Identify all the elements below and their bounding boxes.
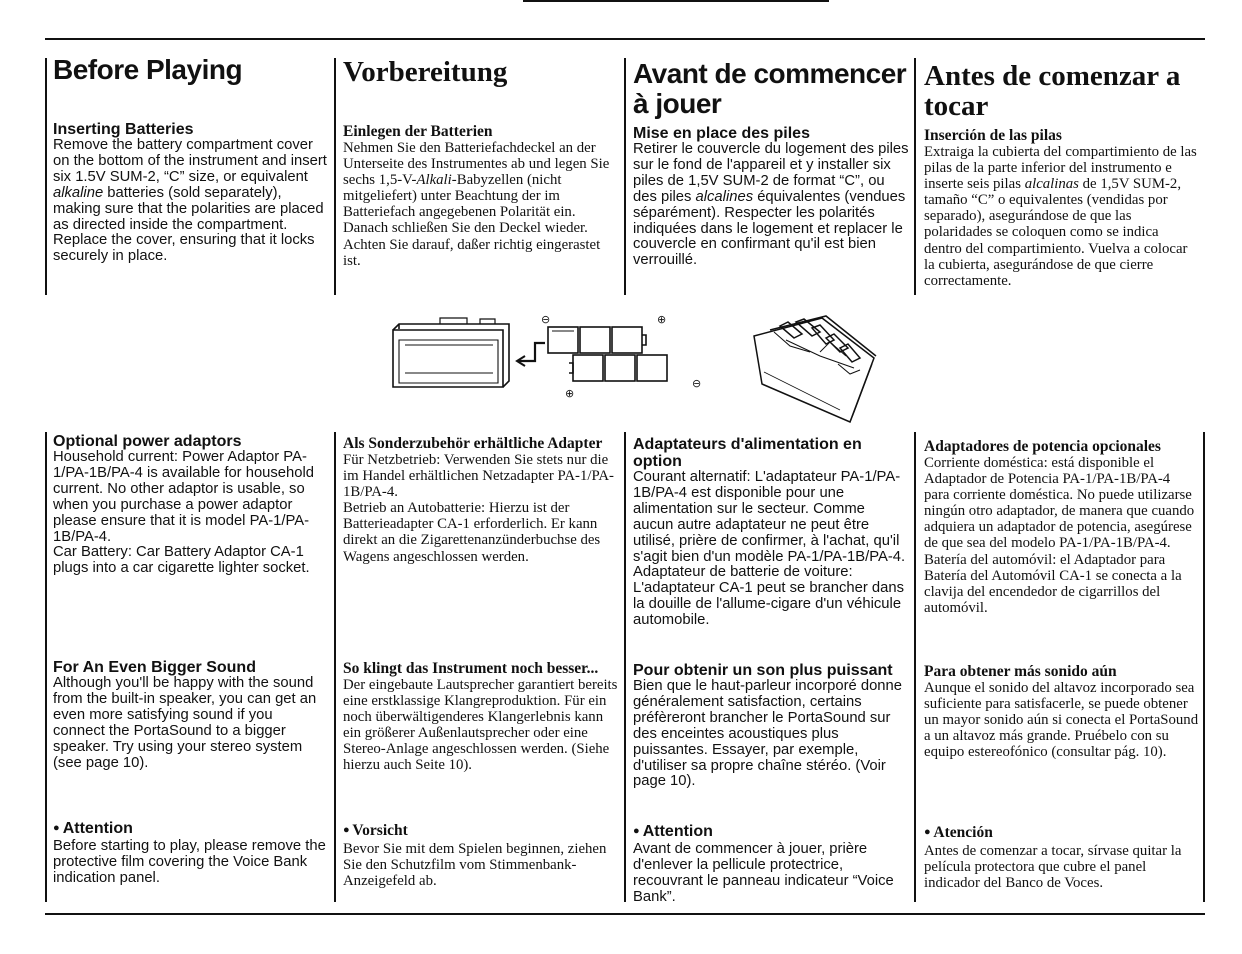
col-divider xyxy=(1203,432,1205,902)
section-body: Nehmen Sie den Batteriefachdeckel an der Unterseite des Instrumentes ab und legen Sie sechs 1,5-V-Alkali-Babyzellen (nicht mitgeliefert) unter Beachtung der im Batteriefach angegebenen Polarität ein. Danach schließen Sie den Deckel wieder. Achten Sie darauf, daßer richtig eingerastet ist. xyxy=(343,140,610,269)
minus-marker: ⊖ xyxy=(692,377,702,390)
section-heading: Einlegen der Batterien xyxy=(343,123,493,140)
section-attention xyxy=(53,820,328,887)
section-heading: Adaptadores de potencia opcionales xyxy=(924,438,1161,455)
col-divider xyxy=(334,432,336,902)
section-mise-en-place xyxy=(633,125,909,269)
plus-marker: ⊕ xyxy=(565,387,575,400)
col-divider xyxy=(45,58,47,295)
section-body: Retirer le couvercle du logement des piles sur le fond de l'appareil et y installer six piles de 1,5V SUM-2 de format “C”, ou des piles alcalines équivalentes (vendues séparément). Respecter les polarités indiquées dans le logement et replacer le couvercle en confirmant qu'il est bien verrouillé. xyxy=(633,141,909,269)
section-heading: ● Attention xyxy=(53,820,328,839)
section-insercion-pilas xyxy=(924,127,1199,289)
page-title: Antes de comenzar a tocar xyxy=(924,60,1181,122)
section-heading: Para obtener más sonido aún xyxy=(924,663,1117,680)
section-body: Der eingebaute Lautsprecher garantiert bereits eine erstklassige Klangreproduktion. Für ein noch überwältigenderes Klangerlebnis kann ein größerer Außenlautsprecher oder eine Stereo-Anlage angeschlossen werden. (Siehe hierzu auch Seite 10). xyxy=(343,677,618,774)
section-heading: ● Atención xyxy=(924,824,1199,843)
section-heading: ● Attention xyxy=(633,823,909,842)
col-divider xyxy=(914,58,916,295)
section-einlegen-batterien xyxy=(343,123,619,269)
section-body: Household current: Power Adaptor PA-1/PA-1B/PA-4 is available for household current. No other adaptor is usable, so when you purchase a power adaptor please ensure that it is model PA-1/PA-1B/PA-4. Car Battery: Car Battery Adaptor CA-1 plugs into a car cigarette lighter socket. xyxy=(53,449,315,577)
section-son-puissant xyxy=(633,662,909,790)
section-body: Bien que le haut-parleur incorporé donne généralement satisfaction, certains préfèreront brancher le PortaSound sur des enceintes acoustiques plus puissantes. Essayer, par exemple, d'utiliser sa propre chaîne stéréo. (Voir page 10). xyxy=(633,678,902,790)
section-adaptadores xyxy=(924,438,1199,616)
panel-film-illustration xyxy=(750,312,880,427)
section-body: Courant alternatif: L'adaptateur PA-1/PA-1B/PA-4 est disponible pour une alimentation sur le secteur. Comme aucun autre adaptateur ne peut être utilisé, prière de confirmer, à l'achat, qu'il s'agit bien d'un modèle PA-1/PA-1B/PA-4. Adaptateur de batterie de voiture: L'adaptateur CA-1 peut se brancher dans la douille de l'allume-cigare d'un véhicule automobile. xyxy=(633,469,906,629)
top-short-rule xyxy=(523,0,829,2)
page-title: Vorbereitung xyxy=(343,56,508,88)
col-divider xyxy=(624,432,626,902)
page-title: Avant de commencer à jouer xyxy=(633,58,907,119)
section-mas-sonido xyxy=(924,663,1199,760)
section-heading: Inserción de las pilas xyxy=(924,127,1062,144)
section-heading: Als Sonderzubehör erhältliche Adapter xyxy=(343,435,603,452)
section-body: Before starting to play, please remove the protective film covering the Voice Bank indication panel. xyxy=(53,838,326,886)
plus-marker: ⊕ xyxy=(657,315,667,326)
section-heading: For An Even Bigger Sound xyxy=(53,659,256,676)
section-body: Bevor Sie mit dem Spielen beginnen, ziehen Sie den Schutzfilm vom Stimmenbank-Anzeigefeld ab. xyxy=(343,841,607,890)
section-inserting-batteries xyxy=(53,121,328,265)
section-power-adaptors xyxy=(53,433,328,577)
section-heading: Adaptateurs d'alimentation en option xyxy=(633,436,862,470)
battery-compartment-illustration xyxy=(385,315,725,410)
section-heading: So klingt das Instrument noch besser... xyxy=(343,660,599,677)
section-body: Antes de comenzar a tocar, sírvase quitar la película protectora que cubre el panel indicador del Banco de Voces. xyxy=(924,843,1182,892)
section-body: Für Netzbetrieb: Verwenden Sie stets nur die im Handel erhältlichen Netzadapter PA-1/PA-1B/PA-4. Betrieb an Autobatterie: Hierzu ist der Batterieadapter CA-1 erforderlich. Er kann direkt an die Zigarettenanzünderbuchse des Wagens angeschlossen werden. xyxy=(343,452,614,565)
section-body: Aunque el sonido del altavoz incorporado sea suficiente para satisfacerle, se puede obtener un mayor sonido aún si conecta el PortaSound a un altavoz más grande. Pruébelo con su equipo estereofónico (consultar pág. 10). xyxy=(924,680,1199,761)
section-klang xyxy=(343,660,619,774)
section-heading: Mise en place des piles xyxy=(633,125,810,142)
section-adaptateurs xyxy=(633,436,909,629)
section-heading: ● Vorsicht xyxy=(343,822,619,841)
section-bigger-sound xyxy=(53,659,328,771)
bottom-rule xyxy=(45,913,1205,915)
top-rule xyxy=(45,38,1205,40)
page-title: Before Playing xyxy=(53,54,243,85)
section-heading: Inserting Batteries xyxy=(53,121,194,138)
section-body: Corriente doméstica: está disponible el Adaptador de Potencia PA-1/PA-1B/PA-4 para corriente doméstica. No puede utilizarse ningún otro adaptador, de manera que cuando adquiera un adaptador de potencia, asegúrese de que sea del modelo PA-1/PA-1B/PA-4. Batería del automóvil: el Adaptador para Batería del Automóvil CA-1 se conecta a la clavija del encendedor de cigarrillos del automóvil. xyxy=(924,455,1195,616)
section-sonderzubehoer xyxy=(343,435,619,565)
col-divider xyxy=(624,58,626,295)
section-attention-fr xyxy=(633,823,909,906)
section-body: Although you'll be happy with the sound from the built-in speaker, you can get an even more satisfying sound if you connect the PortaSound to a bigger speaker. Try using your stereo system (see page 10). xyxy=(53,675,317,771)
minus-marker: ⊖ xyxy=(541,315,551,326)
section-body: Remove the battery compartment cover on the bottom of the instrument and insert six 1.5V SUM-2, “C” size, or equivalent alkaline batteries (sold separately), making sure that the polarities are placed as directed inside the compartment. Replace the cover, ensuring that it locks securely in place. xyxy=(53,137,327,265)
col-divider xyxy=(334,58,336,295)
col-divider xyxy=(914,432,916,902)
section-heading: Optional power adaptors xyxy=(53,433,242,450)
section-body: Extraiga la cubierta del compartimiento de las pilas de la parte inferior del instrumento e inserte seis pilas alcalinas de 1,5V SUM-2, tamaño “C” o equivalentes (vendidas por separado), asegurándose de que las polaridades se coloquen como se indica dentro del compartimiento. Vuelva a colocar la cubierta, asegurándose de que cierre correctamente. xyxy=(924,144,1197,289)
section-heading: Pour obtenir un son plus puissant xyxy=(633,662,893,679)
section-atencion xyxy=(924,824,1199,891)
section-vorsicht xyxy=(343,822,619,889)
section-body: Avant de commencer à jouer, prière d'enlever la pellicule protectrice, recouvrant le panneau indicateur “Voice Bank”. xyxy=(633,841,894,905)
col-divider xyxy=(45,432,47,902)
